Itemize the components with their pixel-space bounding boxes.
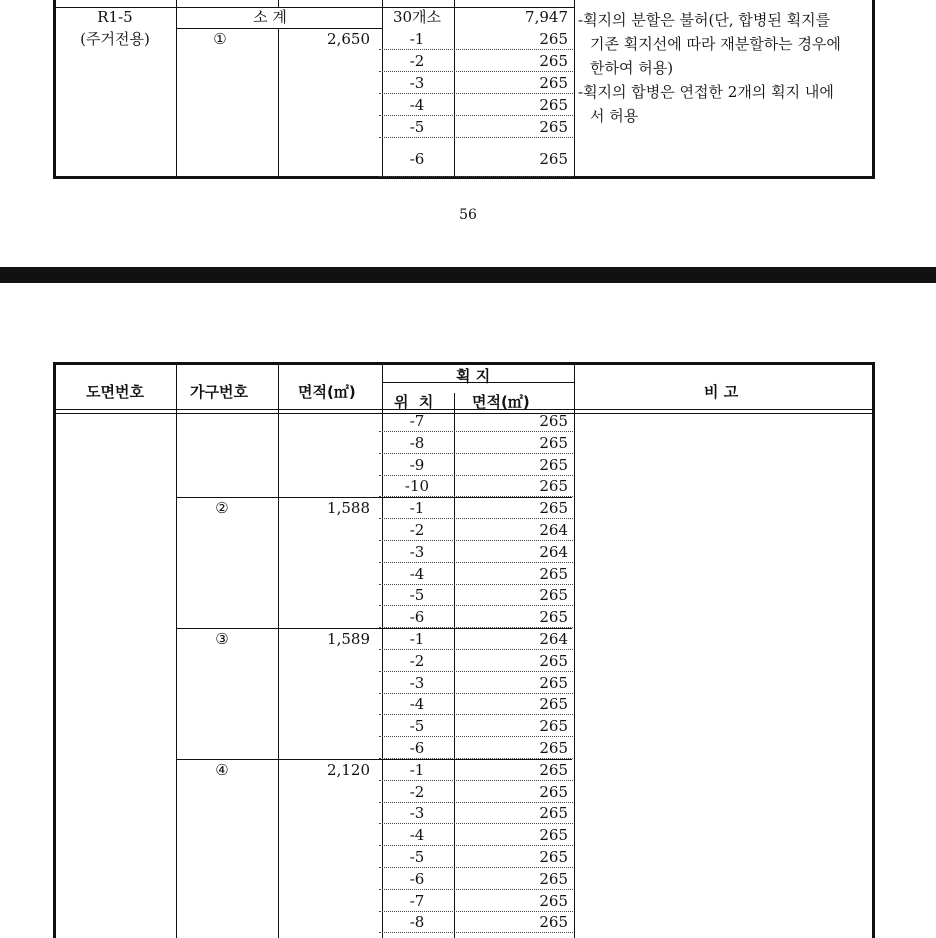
- header-lot: 획 지: [456, 367, 491, 385]
- block-code: R1-5: [97, 8, 133, 26]
- lot-position: -3: [409, 542, 425, 561]
- header-block-no: 가구번호: [190, 383, 248, 401]
- lot-position: -5: [409, 848, 425, 866]
- lot-row-separator: [379, 584, 573, 585]
- lot-area: 265: [539, 848, 568, 866]
- lot-row-separator: [379, 845, 573, 846]
- lot-area: 265: [539, 717, 568, 736]
- subtotal-label: 소 계: [253, 8, 287, 26]
- lot-row-separator: [379, 431, 573, 432]
- lot-row-separator: [379, 802, 573, 803]
- lot-area: 265: [539, 499, 568, 518]
- lot-area: 265: [539, 586, 568, 605]
- lot-row-separator: [379, 693, 573, 694]
- lot-row-separator: [379, 823, 573, 824]
- top-parcel-area: 265: [539, 52, 568, 70]
- lot-row-separator: [379, 780, 573, 781]
- lot-row-separator: [379, 736, 573, 737]
- lot-position: -2: [409, 782, 425, 801]
- top-parcel-position: -5: [409, 118, 425, 136]
- lot-position: -7: [409, 412, 425, 430]
- lot-position: -3: [409, 673, 425, 692]
- lot-row-separator: [379, 540, 573, 541]
- top-parcel-separator: [379, 176, 573, 177]
- lot-position: -6: [409, 608, 425, 627]
- lot-position: -1: [409, 499, 425, 518]
- lot-area: 265: [539, 913, 568, 932]
- header-area: 면적(㎡): [298, 383, 356, 401]
- lot-row-separator: [379, 518, 573, 519]
- lot-area: 265: [539, 869, 568, 888]
- block-separator: [176, 497, 572, 498]
- lot-area: 264: [539, 542, 568, 561]
- lot-area: 265: [539, 564, 568, 583]
- top-parcel-separator: [379, 93, 573, 94]
- lot-position: -4: [409, 695, 425, 714]
- note-line: -획지의 합병은 연접한 2개의 획지 내에: [578, 83, 834, 101]
- lot-row-separator: [379, 671, 573, 672]
- lot-position: -5: [409, 717, 425, 736]
- header-remarks: 비 고: [704, 383, 739, 401]
- lot-row-separator: [379, 475, 573, 476]
- top-parcel-area: 265: [539, 96, 568, 114]
- main-table: [53, 362, 875, 938]
- lot-row-separator: [379, 932, 573, 933]
- lot-area: 265: [539, 760, 568, 779]
- block-separator: [176, 759, 572, 760]
- lot-area: 265: [539, 412, 568, 430]
- lot-position: -1: [409, 760, 425, 779]
- top-parcel-position: -3: [409, 74, 425, 92]
- header-lot-position: 위 치: [394, 393, 434, 411]
- block-separator: [176, 628, 572, 629]
- block-area: 2,120: [327, 760, 370, 779]
- lot-position: -8: [409, 433, 425, 452]
- top-parcel-area: 265: [539, 150, 568, 168]
- lot-position: -6: [409, 869, 425, 888]
- lot-area: 265: [539, 891, 568, 910]
- lot-row-separator: [379, 562, 573, 563]
- block-area: 1,589: [327, 630, 370, 648]
- note-line: 서 허용: [590, 107, 639, 125]
- group-area: 2,650: [327, 30, 370, 48]
- lot-row-separator: [379, 453, 573, 454]
- page-number: 56: [459, 207, 477, 223]
- lot-area: 265: [539, 477, 568, 496]
- page-divider: [0, 267, 936, 283]
- lot-row-separator: [379, 605, 573, 606]
- lot-row-separator: [379, 649, 573, 650]
- lot-area: 265: [539, 673, 568, 692]
- lot-row-separator: [379, 911, 573, 912]
- lot-area: 265: [539, 695, 568, 714]
- lot-position: -7: [409, 891, 425, 910]
- block-number: ②: [215, 499, 229, 518]
- lot-position: -6: [409, 739, 425, 757]
- lot-position: -4: [409, 826, 425, 845]
- lot-row-separator: [379, 889, 573, 890]
- block-use: (주거전용): [80, 30, 150, 48]
- note-line: -획지의 분할은 불허(단, 합병된 획지를: [578, 11, 831, 29]
- lot-area: 265: [539, 782, 568, 801]
- top-parcel-position: -4: [409, 96, 425, 114]
- note-line: 기존 획지선에 따라 재분할하는 경우에: [590, 35, 841, 53]
- header-lot-area: 면적(㎡): [472, 393, 530, 411]
- lot-area: 265: [539, 651, 568, 670]
- note-line: 한하여 허용): [590, 59, 674, 77]
- group-no: ①: [213, 30, 227, 48]
- lot-area: 265: [539, 739, 568, 757]
- lot-row-separator: [379, 867, 573, 868]
- lot-position: -5: [409, 586, 425, 605]
- top-parcel-separator: [379, 137, 573, 138]
- lot-position: -2: [409, 521, 425, 539]
- top-page-fragment: [0, 0, 936, 200]
- top-parcel-position: -1: [409, 30, 425, 48]
- subtotal-area: 7,947: [525, 8, 568, 26]
- lot-area: 265: [539, 455, 568, 474]
- top-parcel-area: 265: [539, 118, 568, 136]
- top-parcel-position: -2: [409, 52, 425, 70]
- top-parcel-area: 265: [539, 74, 568, 92]
- subtotal-count: 30개소: [392, 8, 442, 26]
- lot-area: 264: [539, 521, 568, 539]
- block-number: ③: [215, 630, 229, 648]
- block-number: ④: [215, 760, 229, 779]
- block-area: 1,588: [327, 499, 370, 518]
- lot-position: -10: [404, 477, 430, 496]
- top-parcel-area: 265: [539, 30, 568, 48]
- lot-position: -9: [409, 455, 425, 474]
- top-parcel-separator: [379, 71, 573, 72]
- top-parcel-separator: [379, 115, 573, 116]
- lot-position: -2: [409, 651, 425, 670]
- lot-position: -1: [409, 630, 425, 648]
- lot-position: -4: [409, 564, 425, 583]
- lot-area: 265: [539, 433, 568, 452]
- lot-area: 265: [539, 826, 568, 845]
- top-parcel-position: -6: [409, 150, 425, 168]
- lot-position: -8: [409, 913, 425, 932]
- top-parcel-separator: [379, 49, 573, 50]
- lot-area: 264: [539, 630, 568, 648]
- lot-row-separator: [379, 714, 573, 715]
- lot-area: 265: [539, 608, 568, 627]
- lot-position: -3: [409, 804, 425, 823]
- lot-area: 265: [539, 804, 568, 823]
- header-drawing-no: 도면번호: [86, 383, 144, 401]
